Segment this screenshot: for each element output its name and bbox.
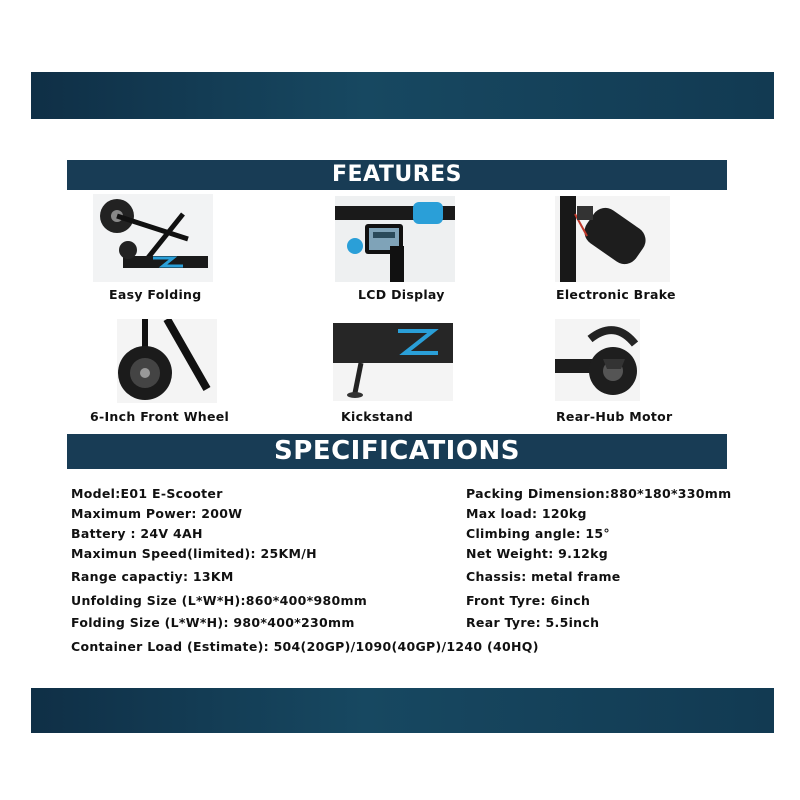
spec-chassis: Chassis: metal frame	[466, 569, 621, 584]
kickstand-photo	[333, 323, 453, 401]
feature-label: Kickstand	[341, 409, 414, 424]
feature-label: Electronic Brake	[556, 287, 676, 302]
spec-front-tyre: Front Tyre: 6inch	[466, 593, 591, 608]
spec-packing-dimension: Packing Dimension:880*180*330mm	[466, 486, 732, 501]
spec-range: Range capactiy: 13KM	[71, 569, 234, 584]
feature-label: 6-Inch Front Wheel	[90, 409, 230, 424]
brake-handle-photo	[555, 196, 670, 282]
spec-net-weight: Net Weight: 9.12kg	[466, 546, 609, 561]
feature-label: Rear-Hub Motor	[556, 409, 673, 424]
feature-label: LCD Display	[358, 287, 445, 302]
bottom-banner	[31, 688, 774, 733]
lcd-display-photo	[335, 196, 455, 282]
spec-battery: Battery : 24V 4AH	[71, 526, 203, 541]
spec-folding-size: Folding Size (L*W*H): 980*400*230mm	[71, 615, 355, 630]
spec-max-speed: Maximun Speed(limited): 25KM/H	[71, 546, 317, 561]
spec-max-power: Maximum Power: 200W	[71, 506, 243, 521]
spec-rear-tyre: Rear Tyre: 5.5inch	[466, 615, 600, 630]
spec-unfolding-size: Unfolding Size (L*W*H):860*400*980mm	[71, 593, 368, 608]
feature-label: Easy Folding	[109, 287, 202, 302]
folding-scooter-photo	[93, 194, 213, 282]
spec-container-load: Container Load (Estimate): 504(20GP)/1090(40GP)/1240 (40HQ)	[71, 639, 539, 654]
spec-model: Model:E01 E-Scooter	[71, 486, 223, 501]
top-banner	[31, 72, 774, 119]
specifications-header: SPECIFICATIONS	[67, 434, 727, 469]
front-wheel-photo	[117, 319, 217, 403]
rear-hub-motor-photo	[555, 319, 640, 401]
spec-max-load: Max load: 120kg	[466, 506, 587, 521]
spec-climbing-angle: Climbing angle: 15°	[466, 526, 610, 541]
features-header: FEATURES	[67, 160, 727, 190]
